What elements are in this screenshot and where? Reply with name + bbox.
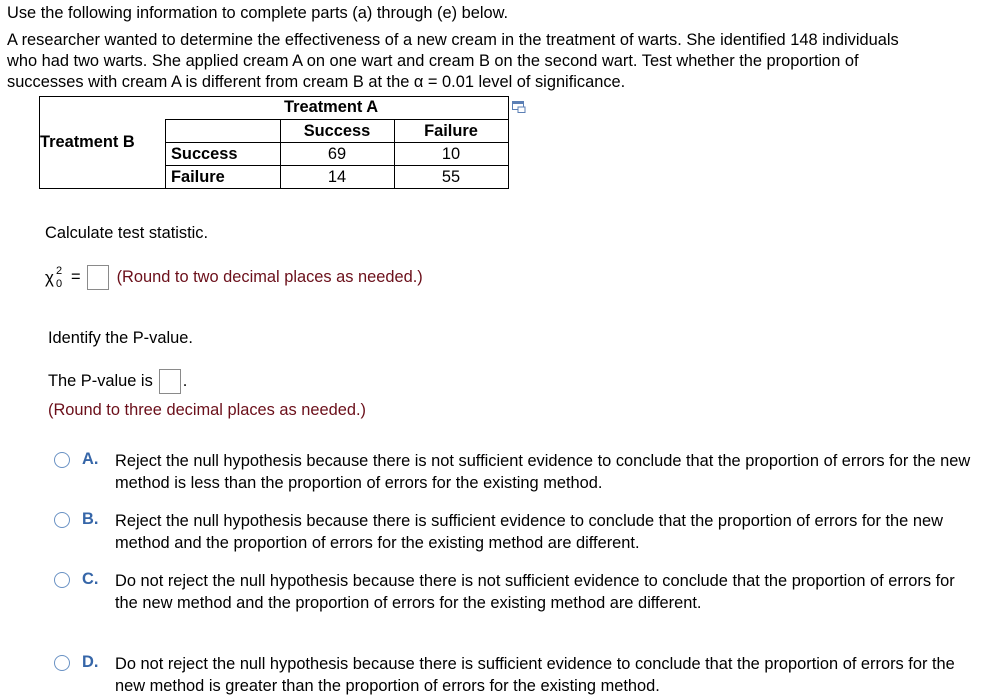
table-cell: 55 <box>441 168 461 186</box>
col-header-failure: Failure <box>424 122 478 140</box>
table-cell: 10 <box>441 145 461 163</box>
test-stat-row <box>45 265 423 290</box>
p-value-input[interactable] <box>159 369 181 394</box>
option-text: Do not reject the null hypothesis because there is not sufficient evidence to conclude that the proportion of errors for the new method and the proportion of errors for the existing method are different. <box>115 572 955 612</box>
radio-button-icon[interactable] <box>54 512 70 528</box>
problem-line-2: who had two warts. She applied cream A on one wart and cream B on the second wart. Test whether the proportion of <box>7 52 859 70</box>
radio-button-icon[interactable] <box>54 655 70 671</box>
p-value-prompt: Identify the P-value. <box>48 329 193 347</box>
contingency-table <box>39 96 509 189</box>
table-cell: 14 <box>327 168 347 186</box>
treatment-b-label: Treatment B <box>40 133 135 151</box>
radio-button-icon[interactable] <box>54 452 70 468</box>
row-label-success: Success <box>171 145 238 163</box>
option-letter: C. <box>82 570 99 588</box>
equals-sign: = <box>71 268 81 286</box>
treatment-a-label: Treatment A <box>284 98 379 116</box>
option-letter: D. <box>82 653 99 671</box>
test-statistic-input[interactable] <box>87 265 109 290</box>
test-stat-hint: (Round to two decimal places as needed.) <box>116 268 423 286</box>
radio-button-icon[interactable] <box>54 572 70 588</box>
problem-line-3: successes with cream A is different from cream B at the α = 0.01 level of significance. <box>7 73 626 91</box>
test-stat-prompt: Calculate test statistic. <box>45 224 209 242</box>
row-label-failure: Failure <box>171 168 225 186</box>
problem-line-1: A researcher wanted to determine the effectiveness of a new cream in the treatment of warts. She identified 148 individuals <box>7 31 899 49</box>
p-value-suffix: . <box>182 372 188 390</box>
p-value-hint: (Round to three decimal places as needed.) <box>48 401 366 419</box>
expand-table-icon[interactable] <box>512 101 526 113</box>
p-value-row <box>48 369 187 394</box>
chi-square-symbol: χ 2 0 <box>45 264 63 290</box>
option-letter: A. <box>82 450 99 468</box>
option-letter: B. <box>82 510 99 528</box>
col-header-success: Success <box>303 122 371 140</box>
option-text: Reject the null hypothesis because there is sufficient evidence to conclude that the proportion of errors for the new method and the proportion of errors for the existing method are different. <box>115 512 943 552</box>
table-cell: 69 <box>327 145 347 163</box>
p-value-label: The P-value is <box>48 372 153 390</box>
option-text: Do not reject the null hypothesis because there is sufficient evidence to conclude that the proportion of errors for the new method is greater than the proportion of errors for the existing method. <box>115 655 955 695</box>
option-text: Reject the null hypothesis because there is not sufficient evidence to conclude that the proportion of errors for the new method is less than the proportion of errors for the existing method. <box>115 452 971 492</box>
instructions-text: Use the following information to complete parts (a) through (e) below. <box>7 4 509 22</box>
